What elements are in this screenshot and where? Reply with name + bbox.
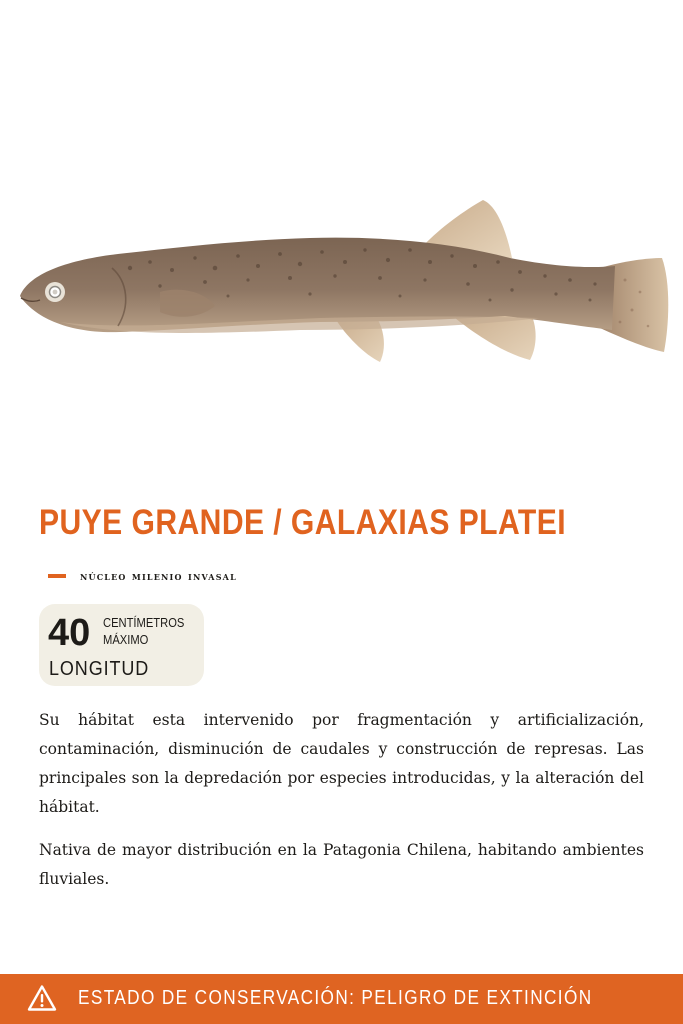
length-value: 40 [48, 612, 91, 654]
species-title: PUYE GRANDE / GALAXIAS PLATEI [39, 503, 567, 542]
length-unit-line1: CENTÍMETROS [103, 615, 185, 630]
source-label: núcleo milenio invasal [80, 569, 237, 583]
fish-icon [0, 0, 683, 460]
length-label: LONGITUD [49, 658, 150, 680]
description-paragraph-1: Su hábitat esta intervenido por fragmentación y artificialización, contaminación, disminución de caudales y construcción de represas. Las principales son la depredación por especies introducidas, y la alteración del hábitat. [39, 711, 644, 816]
conservation-status-text: ESTADO DE CONSERVACIÓN: PELIGRO DE EXTINCIÓN [78, 987, 593, 1009]
description [39, 706, 644, 908]
length-unit [103, 614, 184, 648]
source-line [48, 566, 237, 586]
fish-illustration [0, 0, 683, 460]
description-paragraph-2: Nativa de mayor distribución en la Patagonia Chilena, habitando ambientes fluviales. [39, 841, 644, 888]
conservation-status-bar [0, 974, 683, 1024]
warning-icon [27, 984, 57, 1012]
length-stat-box [39, 604, 204, 686]
source-dash [48, 574, 66, 578]
length-unit-line2: MÁXIMO [103, 632, 149, 647]
